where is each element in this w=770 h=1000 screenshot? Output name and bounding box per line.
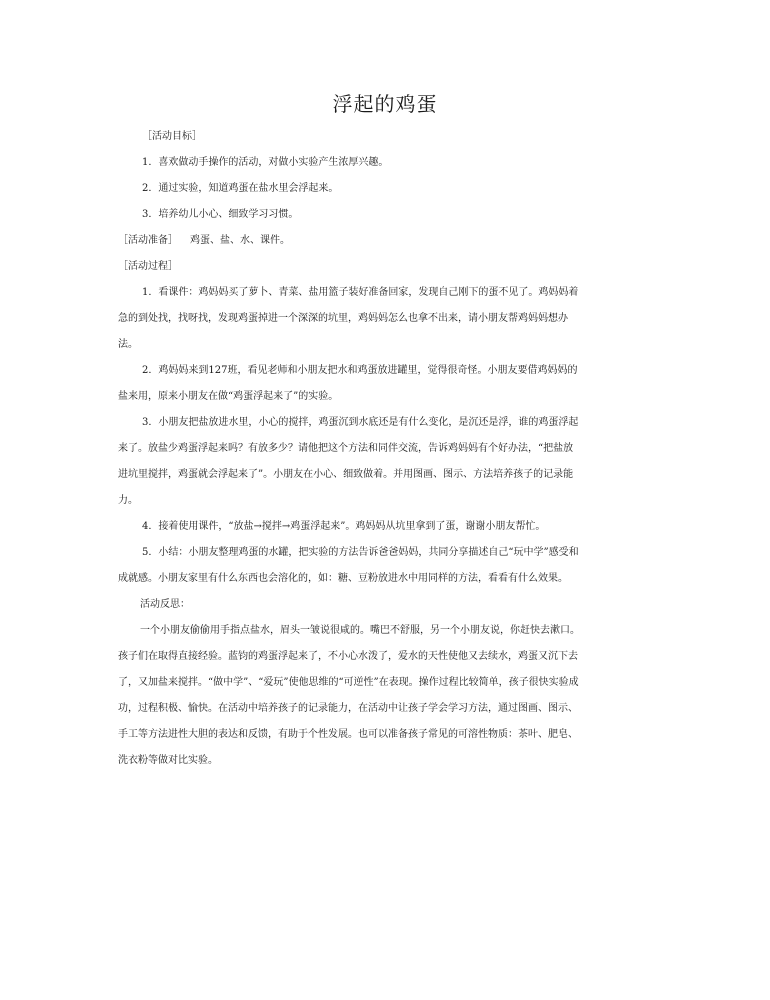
process-step-line: 3．小朋友把盐放进水里，小心的搅拌，鸡蛋沉到水底还是有什么变化，是沉还是浮，谁的鸡蛋浮起	[142, 417, 579, 428]
reflection-line: 了，又加盐来搅拌。“做中学”、“爱玩”使他思维的“可逆性”在表现。操作过程比较简单，孩子很快实验成	[118, 677, 579, 688]
process-step-4	[118, 514, 656, 540]
process-step-line: 来了。放盐少鸡蛋浮起来吗？有放多少？请他把这个方法和同伴交流，告诉鸡妈妈有个好办法，“把盐放	[118, 443, 574, 454]
reflection-line: 一个小朋友偷偷用手指点盐水，眉头一皱说很咸的。嘴巴不舒服，另一个小朋友说，你赶快去漱口。	[140, 625, 580, 636]
process-step-line: 5．小结：小朋友整理鸡蛋的水罐，把实验的方法告诉爸爸妈妈，共同分享描述自己“玩中学”感受和	[142, 547, 579, 558]
prep-heading: ［活动准备］	[118, 235, 178, 246]
process-step-line: 急的到处找，找呀找，发现鸡蛋掉进一个深深的坑里，鸡妈妈怎么也拿不出来，请小朋友帮鸡妈妈想办	[118, 313, 568, 324]
goal-item-1: 1．喜欢做动手操作的活动，对做小实验产生浓厚兴趣。	[142, 157, 389, 168]
goal-item-3: 3．培养幼儿小心、细致学习习惯。	[142, 209, 299, 220]
goals-heading: ［活动目标］	[142, 131, 202, 142]
process-step-line: 4．接着使用课件，“放盐→搅拌→鸡蛋浮起来”。鸡妈妈从坑里拿到了蛋，谢谢小朋友帮忙。	[142, 521, 546, 532]
process-step-5	[118, 540, 656, 592]
process-step-line: 法。	[118, 339, 138, 350]
process-step-line: 成就感。小朋友家里有什么东西也会溶化的，如：糖、豆粉放进水中用同样的方法，看看有什么效果。	[118, 573, 568, 584]
process-step-line: 2．鸡妈妈来到127班，看见老师和小朋友把水和鸡蛋放进罐里，觉得很奇怪。小朋友要借鸡妈妈的	[142, 365, 578, 376]
prep-paragraph	[118, 228, 656, 254]
process-step-1	[118, 280, 656, 358]
document-title: 浮起的鸡蛋	[332, 92, 438, 116]
process-step-line: 力。	[118, 495, 138, 506]
reflection-paragraph	[118, 618, 656, 774]
document-body	[118, 124, 656, 774]
reflection-line: 孩子们在取得直接经验。蓝钧的鸡蛋浮起来了，不小心水泼了，爱水的天性使他又去续水，鸡蛋又沉下去	[118, 651, 578, 662]
process-step-line: 1．看课件：鸡妈妈买了萝卜、青菜、盐用篮子装好准备回家，发现自己刚下的蛋不见了。鸡妈妈着	[142, 287, 579, 298]
process-step-2	[118, 358, 656, 410]
reflection-heading: 活动反思：	[140, 599, 190, 610]
process-step-line: 盐来用，原来小朋友在做“鸡蛋浮起来了”的实验。	[118, 391, 339, 402]
reflection-line: 手工等方法进性大胆的表达和反馈，有助于个性发展。也可以准备孩子常见的可溶性物质：茶叶、肥皂、	[118, 729, 578, 740]
process-heading: ［活动过程］	[118, 261, 178, 272]
process-step-line: 进坑里搅拌，鸡蛋就会浮起来了”。小朋友在小心、细致做着。并用图画、图示、方法培养孩子的记录能	[118, 469, 574, 480]
goal-item-2: 2．通过实验，知道鸡蛋在盐水里会浮起来。	[142, 183, 339, 194]
reflection-line: 功，过程积极、愉快。在活动中培养孩子的记录能力，在活动中让孩子学会学习方法，通过图画、图示、	[118, 703, 578, 714]
process-step-3	[118, 410, 656, 514]
reflection-line: 洗衣粉等做对比实验。	[118, 755, 218, 766]
prep-text: 鸡蛋、盐、水、课件。	[190, 235, 290, 246]
